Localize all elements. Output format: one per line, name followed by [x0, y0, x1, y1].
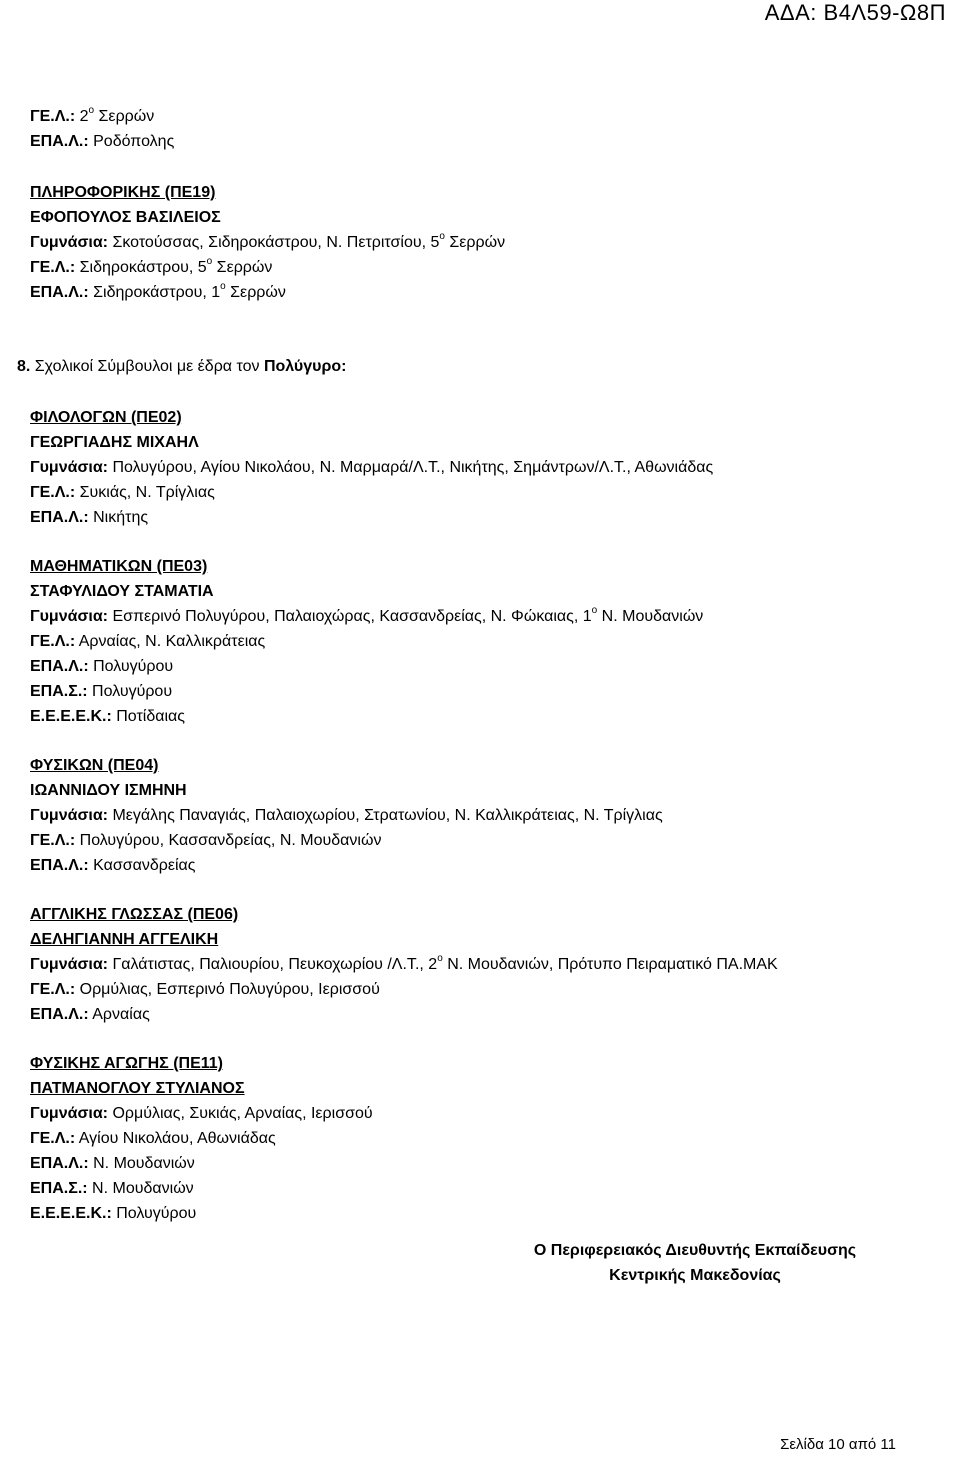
section-title-pe06: ΑΓΓΛΙΚΗΣ ΓΛΩΣΣΑΣ (ΠΕ06): [30, 906, 239, 923]
ada-code: ΑΔΑ: Β4Λ59-Ω8Π: [764, 0, 946, 25]
gel-line: ΓΕ.Λ.: Ορμύλιας, Εσπερινό Πολυγύρου, Ιερισσού: [30, 981, 380, 998]
epal-line: ΕΠΑ.Λ.: Πολυγύρου: [30, 658, 174, 675]
gym-line: Γυμνάσια: Γαλάτιστας, Παλιουρίου, Πευκοχωρίου /Λ.Τ., $2^o$ Ν. Μουδανιών, Πρότυπο Πειραματικό ΠΑ.ΜΑΚ: [30, 952, 778, 973]
section-title-pe04: ΦΥΣΙΚΩΝ (ΠΕ04): [30, 757, 159, 774]
gel-line: ΓΕ.Λ.: $2^o$ Σερρών: [30, 104, 155, 125]
person-name: ΣΤΑΦΥΛΙΔΟΥ ΣΤΑΜΑΤΙΑ: [30, 583, 214, 600]
gym-line: Γυμνάσια: Μεγάλης Παναγιάς, Παλαιοχωρίου, Στρατωνίου, Ν. Καλλικράτειας, Ν. Τρίγλιας: [30, 807, 663, 824]
eeeek-line: Ε.Ε.Ε.Ε.Κ.: Πολυγύρου: [30, 1205, 197, 1222]
section-title-pe03: ΜΑΘΗΜΑΤΙΚΩΝ (ΠΕ03): [30, 558, 208, 575]
epal-line: ΕΠΑ.Λ.: Σιδηροκάστρου, $1^o$ Σερρών: [30, 280, 286, 301]
gel-line: ΓΕ.Λ.: Αρναίας, Ν. Καλλικράτειας: [30, 633, 266, 650]
section-heading-8: 8. Σχολικοί Σύμβουλοι με έδρα τον Πολύγυρο:: [17, 358, 347, 375]
page-number: Σελίδα 10 από 11: [780, 1436, 896, 1453]
gym-line: Γυμνάσια: Σκοτούσσας, Σιδηροκάστρου, Ν. Πετριτσίου, $5^o$ Σερρών: [30, 230, 506, 251]
epas-line: ΕΠΑ.Σ.: Πολυγύρου: [30, 683, 173, 700]
section-title-pe11: ΦΥΣΙΚΗΣ ΑΓΩΓΗΣ (ΠΕ11): [30, 1055, 223, 1072]
epal-line: ΕΠΑ.Λ.: Ροδόπολης: [30, 133, 175, 150]
person-name: ΙΩΑΝΝΙΔΟΥ ΙΣΜΗΝΗ: [30, 782, 187, 799]
signature-region: Κεντρικής Μακεδονίας: [609, 1267, 781, 1284]
gel-line: ΓΕ.Λ.: Αγίου Νικολάου, Αθωνιάδας: [30, 1130, 276, 1147]
gym-line: Γυμνάσια: Πολυγύρου, Αγίου Νικολάου, Ν. Μαρμαρά/Λ.Τ., Νικήτης, Σημάντρων/Λ.Τ., Αθωνιάδας: [30, 459, 714, 476]
gel-line: ΓΕ.Λ.: Πολυγύρου, Κασσανδρείας, Ν. Μουδανιών: [30, 832, 382, 849]
signature-title: Ο Περιφερειακός Διευθυντής Εκπαίδευσης: [533, 1242, 857, 1259]
person-name: ΔΕΛΗΓΙΑΝΝΗ ΑΓΓΕΛΙΚΗ: [30, 931, 219, 948]
gym-line: Γυμνάσια: Εσπερινό Πολυγύρου, Παλαιοχώρας, Κασσανδρείας, Ν. Φώκαιας, $1^o$ Ν. Μουδανιών: [30, 604, 704, 625]
gel-line: ΓΕ.Λ.: Σιδηροκάστρου, $5^o$ Σερρών: [30, 255, 273, 276]
gym-line: Γυμνάσια: Ορμύλιας, Συκιάς, Αρναίας, Ιερισσού: [30, 1105, 373, 1122]
gel-line: ΓΕ.Λ.: Συκιάς, Ν. Τρίγλιας: [30, 484, 215, 501]
epal-line: ΕΠΑ.Λ.: Αρναίας: [30, 1006, 150, 1023]
epas-line: ΕΠΑ.Σ.: Ν. Μουδανιών: [30, 1180, 194, 1197]
section-title-pe02: ΦΙΛΟΛΟΓΩΝ (ΠΕ02): [30, 409, 182, 426]
epal-line: ΕΠΑ.Λ.: Κασσανδρείας: [30, 857, 196, 874]
epal-line: ΕΠΑ.Λ.: Νικήτης: [30, 509, 149, 526]
person-name: ΕΦΟΠΟΥΛΟΣ ΒΑΣΙΛΕΙΟΣ: [30, 209, 221, 226]
person-name: ΠΑΤΜΑΝΟΓΛΟΥ ΣΤΥΛΙΑΝΟΣ: [30, 1080, 245, 1097]
person-name: ΓΕΩΡΓΙΑΔΗΣ ΜΙΧΑΗΛ: [30, 434, 199, 451]
section-title-pe19: ΠΛΗΡΟΦΟΡΙΚΗΣ (ΠΕ19): [30, 184, 216, 201]
epal-line: ΕΠΑ.Λ.: Ν. Μουδανιών: [30, 1155, 195, 1172]
eeeek-line: Ε.Ε.Ε.Ε.Κ.: Ποτίδαιας: [30, 708, 186, 725]
